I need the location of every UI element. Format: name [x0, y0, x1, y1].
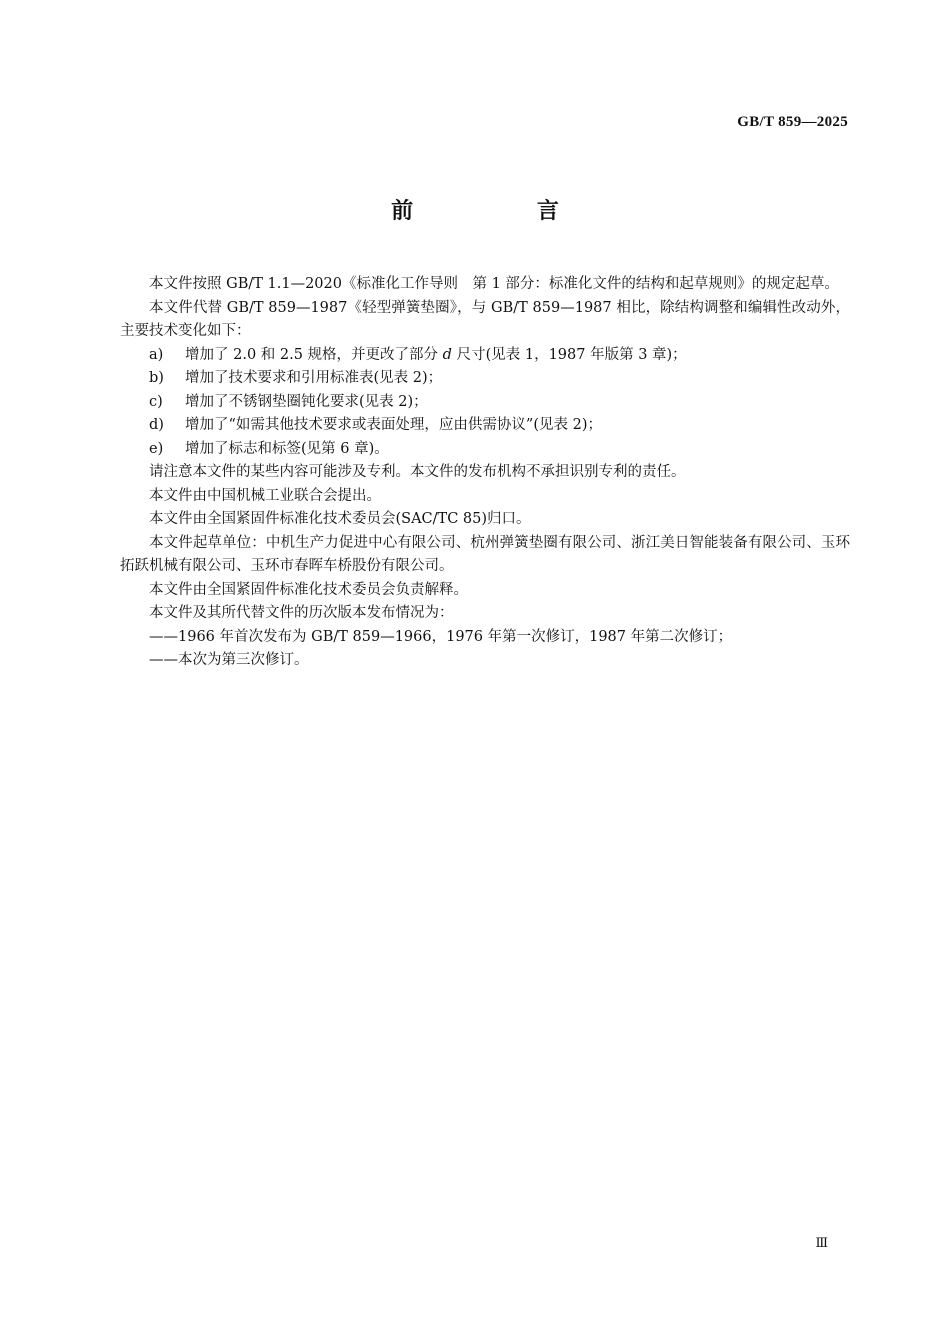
list-item — [120, 344, 850, 368]
paragraph-patent-notice: 请注意本文件的某些内容可能涉及专利。本文件的发布机构不承担识别专利的责任。 — [149, 464, 686, 480]
paragraph-version-history-intro: 本文件及其所代替文件的历次版本发布情况为： — [149, 605, 454, 621]
list-item-text: 尺寸(见表 1，1987 年版第 3 章)； — [451, 346, 687, 363]
list-item — [120, 367, 850, 391]
paragraph-replaces: 本文件代替 GB/T 859—1987《轻型弹簧垫圈》，与 GB/T 859—1987 相比，除结构调整和编辑性改动外，主要技术变化如下： — [120, 299, 850, 339]
page-number: Ⅲ — [815, 1235, 828, 1250]
paragraph-interpretation: 本文件由全国紧固件标准化技术委员会负责解释。 — [149, 581, 468, 598]
history-item: ——1966 年首次发布为 GB/T 859—1966，1976 年第一次修订，1987 年第二次修订； — [149, 628, 733, 645]
list-item-text: 增加了标志和标签(见第 6 章)。 — [185, 440, 389, 457]
list-item-tag: d) — [149, 417, 164, 433]
list-item-tag: a) — [149, 346, 164, 363]
document-code: GB/T 859—2025 — [737, 114, 848, 130]
page-title: 前 言 — [391, 199, 617, 224]
list-item-text: 增加了不锈钢垫圈钝化要求(见表 2)； — [185, 393, 428, 410]
paragraph-centralized-by: 本文件由全国紧固件标准化技术委员会(SAC/TC 85)归口。 — [149, 511, 531, 527]
list-item-tag: e) — [149, 440, 164, 457]
list-item — [120, 414, 850, 438]
list-item — [120, 438, 850, 462]
paragraph-drafting-rules: 本文件按照 GB/T 1.1—2020《标准化工作导则 第 1 部分：标准化文件的结构和起草规则》的规定起草。 — [149, 276, 839, 292]
paragraph-drafting-units: 本文件起草单位：中机生产力促进中心有限公司、杭州弹簧垫圈有限公司、浙江美日智能装备有限公司、玉环拓跃机械有限公司、玉环市春晖车桥股份有限公司。 — [120, 534, 850, 574]
history-item: ——本次为第三次修订。 — [149, 652, 309, 668]
list-item-text: 增加了 2.0 和 2.5 规格，并更改了部分 — [185, 346, 443, 363]
foreword-body — [120, 273, 850, 673]
list-item-tag: c) — [149, 393, 163, 410]
paragraph-proposed-by: 本文件由中国机械工业联合会提出。 — [149, 487, 381, 504]
list-item-italic-symbol: d — [442, 346, 452, 363]
list-item-text: 增加了“如需其他技术要求或表面处理，应由供需协议”(见表 2)； — [185, 417, 602, 433]
list-item-tag: b) — [149, 370, 164, 386]
list-item — [120, 391, 850, 415]
list-item-text: 增加了技术要求和引用标准表(见表 2)； — [185, 370, 443, 386]
